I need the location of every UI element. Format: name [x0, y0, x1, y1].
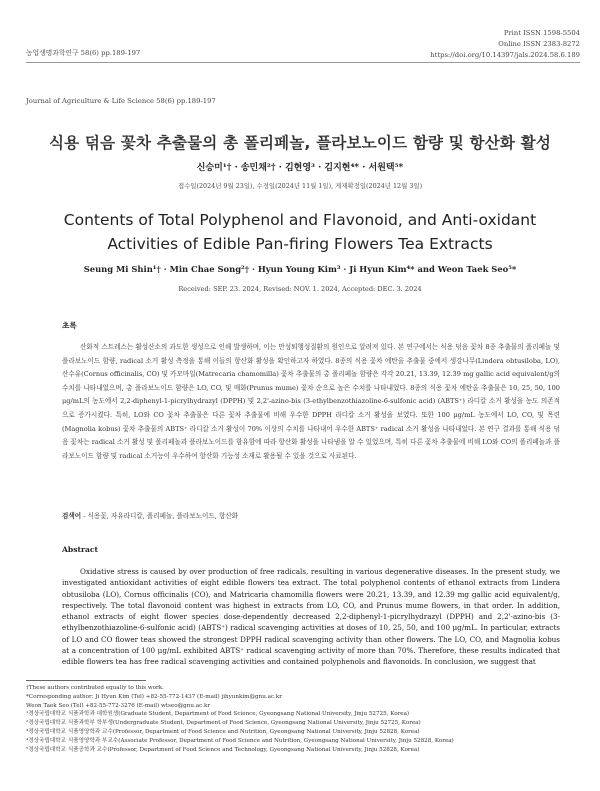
footnote-affiliation-3: ³경상국립대학교 식품영양학과 교수(Professor, Department of Food Science and Nutrition, Gyeongsang National University, Jinju 52828, Korea) — [26, 728, 420, 735]
footnote-equal-contribution: †These authors contributed equally to this work. — [26, 685, 164, 691]
header-rule — [26, 62, 580, 63]
abstract-korean-text: 산화적 스트레스는 활성산소의 과도한 생성으로 인해 발생하며, 이는 만성퇴행성질환의 원인으로 알려져 있다. 본 연구에서는 식용 덖음 꽃차 8종 추출물의 폴리페놀 및 플라보노이드 함량, radical 소거 활성 측정을 통해 이들의 항산화 활성을 확인하고자 하였다. 8종의 식용 꽃차 에탄올 추출물 중에서 생강나무(Lindera obtusiloba, LO), 산수유(Cornus officinalis, CO) 및 카모마일(Matrecaria chamomilla) 꽃차 추출물의 총 폴리페놀 함량은 각각 20.21, 13.39, 12.39 mg gallic acid equivalent/g의 수치를 나타내었으며, 총 플라보노이드 함량은 LO, CO, 및 매화(Prunus mume) 꽃차 순으로 높은 수치를 나타내었다. 8종의 식용 꽃차 에탄올 추출물은 10, 25, 50, 100 μg/mL의 농도에서 2,2-diphenyl-1-picrylhydrazyl (DPPH) 및 2,2'-azino-bis (3-ethylbenzothiazoline-6-sulfonic acid) (ABTS⁺) 라디칼 소거 활성을 농도 의존적으로 증가시켰다. 특히, LO와 CO 꽃차 추출물은 다른 꽃차 추출물에 비해 우수한 DPPH 라디칼 소거 활성을 보였다. 또한 100 μg/mL 농도에서 LO, CO, 및 목련(Magnolia kobus) 꽃차 추출물의 ABTS⁺ 라디칼 소거 활성이 70% 이상의 수치를 나타내어 우수한 ABTS⁺ radical 소거 활성을 나타내었다. 본 연구 결과를 통해 식용 덖음 꽃차는 radical 소거 활성 및 폴리페놀과 플라보노이드를 함유함에 따라 항산화 활성을 나타냄을 알 수 있었으며, 특히 다른 꽃차 추출물에 비해 LO와 CO의 폴리페놀과 플라보노이드 함량 및 radical 소거능이 우수하여 항산화 기능성 소재로 활용될 수 있을 것으로 사료된다. — [62, 343, 560, 460]
abstract-english-heading: Abstract — [62, 545, 99, 554]
footnote-affiliation-4: ⁴경상국립대학교 식품영양학과 부교수(Associate Professor, Department of Food Science and Nutrition, Gyeongsang National University, Jinju 52828, Korea) — [26, 737, 454, 744]
authors-english: Seung Mi Shin¹† · Min Chae Song²† · Hyun Young Kim³ · Ji Hyun Kim⁴* and Weon Taek Seo⁵* — [83, 264, 517, 274]
title-english-line2: Activities of Edible Pan-firing Flowers Tea Extracts — [107, 235, 493, 253]
title-english-line1: Contents of Total Polyphenol and Flavonoid, and Anti-oxidant — [63, 211, 537, 229]
dates-english: Received: SEP. 23. 2024, Revised: NOV. 1. 2024, Accepted: DEC. 3. 2024 — [178, 285, 422, 293]
footnote-affiliation-5: ⁵경상국립대학교 식품공학과 교수(Professor, Department of Food Science and Technology, Gyeongsang National University, Jinju 52828, Korea) — [26, 746, 420, 753]
footnote-affiliation-2: ²경상국립대학교 식품과학부 학부생(Undergraduate Student, Department of Food Science, Gyeongsang National University, Jinju 52725, Korea) — [26, 720, 421, 727]
keywords-korean-label: 검색어 — [62, 512, 82, 520]
doi-link[interactable]: https://doi.org/10.14397/jals.2024.58.6.189 — [430, 51, 580, 59]
abstract-english-text: Oxidative stress is caused by over production of free radicals, resulting in various degenerative diseases. In the present study, we investigated antioxidant activities of eight edible flowers tea extract. The total polyphenol contents of ethanol extracts from Lindera obtusiloba (LO), Cornus officinalis (CO), and Matricaria chamomilla flowers were 20.21, 13.39, and 12.39 mg gallic acid equivalent/g, respectively. The total flavonoid content was highest in extracts from LO, CO, and Prunus mume flowers, in that order. In addition, ethanol extracts of eight flower species dose-dependently decreased 2,2-diphenyl-1-picrylhydrazyl (DPPH) and 2,2'-azino-bis (3-ethylbenzothiazoline-6-sulfonic acid) (ABTS⁺) radical scavenging activities at doses of 10, 25, 50, and 100 μg/mL. In particular, extracts of LO and CO flower teas showed the strongest DPPH radical scavenging activity than other flowers. The LO, CO, and Magnolia kobus at a concentration of 100 μg/mL exhibited ABTS⁺ radical scavenging activity of more than 70%. Therefore, these results indicated that edible flowers tea has free radical scavenging activities and contained polyphenols and flavonoids. In conclusion, we suggest that — [62, 567, 560, 667]
footnotes — [26, 684, 570, 754]
authors-korean: 신승미¹† · 송민채²† · 김현영³ · 김지현⁴* · 서원택⁵* — [196, 163, 404, 173]
keywords-korean-text: - 식용꽃, 자유라디칼, 폴리페놀, 플라보노이드, 항산화 — [81, 512, 239, 520]
footnote-rule — [26, 680, 146, 681]
keywords-korean — [62, 510, 238, 520]
print-issn: Print ISSN 1598-5504 — [503, 29, 580, 37]
online-issn: Online ISSN 2383-8272 — [498, 40, 580, 48]
footnote-corresponding-2: Weon Taek Seo (Tel) +82-55-772-3276 (E-mail) wtseo@gnu.ac.kr — [26, 702, 211, 709]
title-korean: 식용 덖음 꽃차 추출물의 총 폴리페놀, 플라보노이드 함량 및 항산화 활성 — [48, 134, 552, 152]
journal-english: Journal of Agriculture & Life Science 58(6) pp.189-197 — [26, 97, 216, 105]
dates-korean: 접수일(2024년 9월 23일), 수정일(2024년 11월 1일), 게재확정일(2024년 12월 3일) — [177, 182, 423, 190]
journal-korean: 농업생명과학연구 58(6) pp.189-197 — [26, 49, 141, 57]
title-english — [0, 208, 600, 256]
footnote-affiliation-1: ¹경상국립대학교 식품과학과 대학원생(Graduate Student, Department of Food Science, Gyeongsang National University, Jinju 52725, Korea) — [26, 711, 410, 718]
footnote-corresponding-1: *Corresponding author: Ji Hyun Kim (Tel) +82-55-772-1437 (E-mail) jihyunkim@gnu.ac.kr — [26, 693, 282, 700]
abstract-korean-heading: 초록 — [62, 321, 77, 330]
